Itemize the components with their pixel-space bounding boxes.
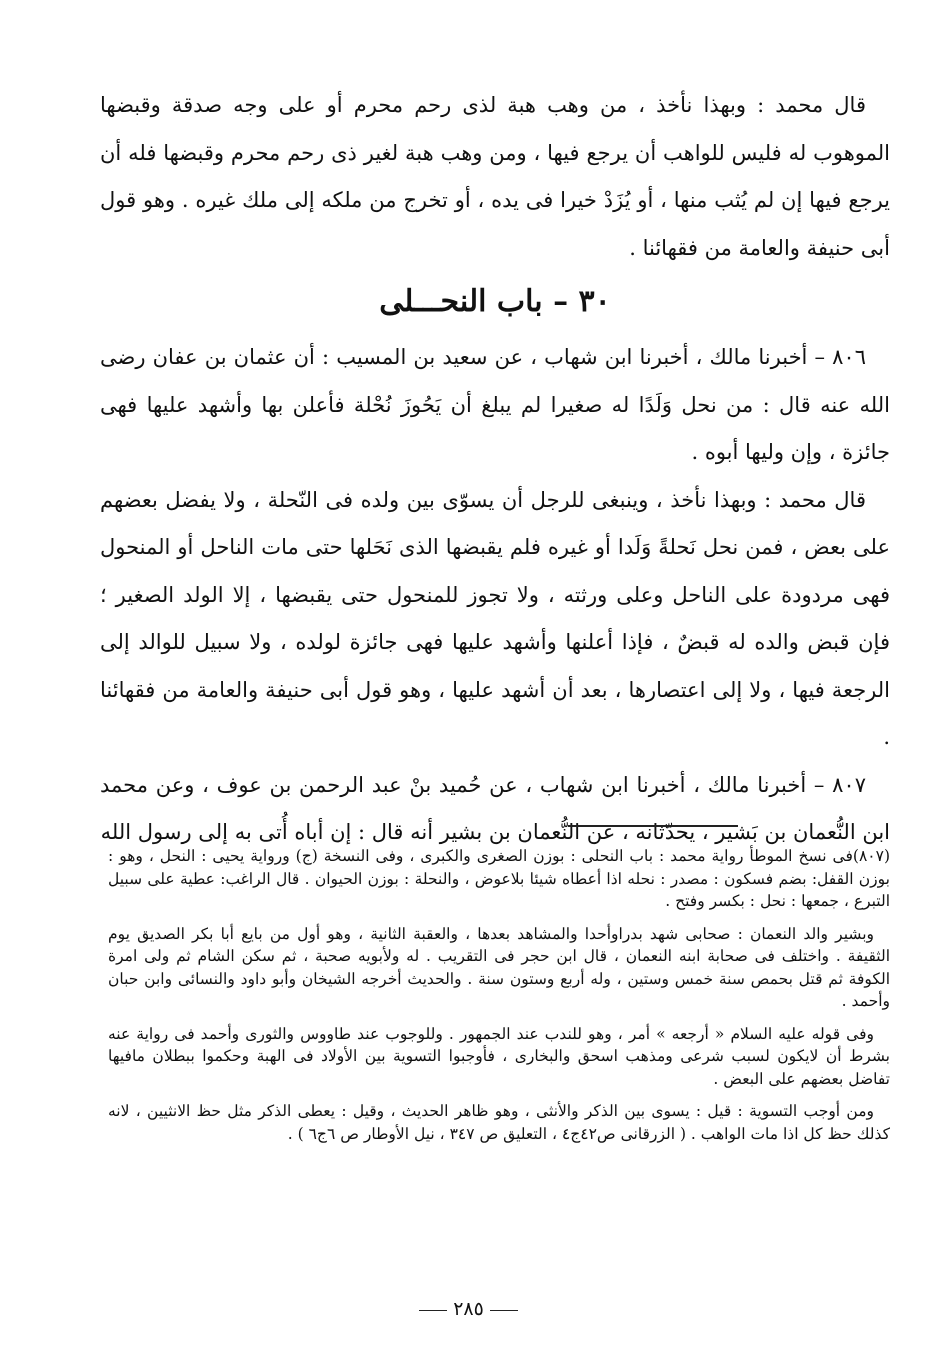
paragraph-intro-ruling: قال محمد : وبهذا نأخذ ، من وهب هبة لذى رحم محرم أو على وجه صدقة وقبضها الموهوب له فليس للواهب أن يرجع فيها ، ومن وهب هبة لغير ذى رحم محرم وقبضها فله أن يرجع فيها إن لم يُثب منها ، أو يُزَدْ خيرا فى يده ، أو تخرج من ملكه إلى ملك غيره . وهو قول أبى حنيفة والعامة من فقهائنا . (100, 93, 890, 260)
hadith-806: ٨٠٦ – أخبرنا مالك ، أخبرنا ابن شهاب ، عن سعيد بن المسيب : أن عثمان بن عفان رضى الله عنه قال : من نحل وَلَدًا له صغيرا لم يبلغ أن يَحُوزَ نُحْلة فأعلن بها وأشهد عليها فهى جائزة ، وإن وليها أبوه . (100, 345, 890, 464)
footnotes (108, 845, 890, 1155)
page-number-value: ٢٨٥ (453, 1298, 484, 1320)
page-number-dash-left (419, 1310, 447, 1311)
footnote-irjahu-ruling: وفى قوله عليه السلام « أرجعه » أمر ، وهو للندب عند الجمهور . وللوجوب عند طاووس والثورى وأحمد فى رواية عنه بشرط أن لايكون لسبب شرعى ومذهب اسحق والبخارى ، فأوجبوا التسوية بين الأولاد فى الهبة وحكموا ببطلان مافيها تفاضل بعضهم على البعض . (108, 1024, 890, 1088)
chapter-title: ٣٠ – باب النحـــلى (379, 284, 611, 319)
footnote-807-title-note: (٨٠٧)فى نسخ الموطأ رواية محمد : باب النحلى : بوزن الصغرى والكبرى ، وفى النسخة (ج) ورواية يحيى : النحل ، وهو : بوزن القفل: بضم فسكون : مصدر : نحله اذا أعطاه شيئا بلاعوض ، والنحلة : بوزن الحيوان . قال الراغب: عطية على سبيل التبرع ، جمعها : نحل : بكسر وفتح . (108, 847, 890, 910)
hadith-807: ٨٠٧ – أخبرنا مالك ، أخبرنا ابن شهاب ، عن حُميد بنْ عبد الرحمن بن عوف ، وعن محمد ابن النُّعمان بن بَشير ، يحدّثانه ، عن النُّعمان بن بشير أنه قال : إن أباه أُتى به إلى رسول الله (100, 772, 890, 844)
page-number-dash-right (490, 1310, 518, 1311)
paragraph-commentary-806: قال محمد : وبهذا نأخذ ، وينبغى للرجل أن يسوّى بين ولده فى النّحلة ، ولا يفضل بعضهم على بعض ، فمن نحل نَحلةً وَلَدا أو غيره فلم يقبضها الذى نَحَلها حتى مات الناحل أو المنحول فهى مردودة على الناحل وعلى ورثته ، ولا تجوز للمنحول حتى يقبضها ، إلا الولد الصغير ؛ فإن قبض والده له قبضٌ ، فإذا أعلنها وأشهد عليها فهى جائزة لولده ، ولا سبيل للوالد إلى الرجعة فيها ، ولا إلى اعتصارها ، بعد أن أشهد عليها ، وهو قول أبى حنيفة والعامة من فقهائنا . (100, 487, 890, 749)
footnote-equality-opinions: ومن أوجب التسوية : قيل : يسوى بين الذكر والأنثى ، وهو ظاهر الحديث ، وقيل : يعطى الذكر مثل حظ الانثيين ، لانه كذلك حظ كل اذا مات الواهب . ( الزرقانى ص٤٢ج٤ ، التعليق ص ٣٤٧ ، نيل الأوطار ص ٦ج٦ ) . (108, 1102, 890, 1143)
page-number (0, 1298, 937, 1320)
main-text (100, 82, 890, 857)
footnote-divider (568, 825, 738, 827)
footnote-bashir-biography: وبشير والد النعمان : صحابى شهد بدراوأحدا والمشاهد بعدها ، والعقبة الثانية ، وهو أول من بايع أبا بكر الصديق يوم الثقيفة . واختلف فى صحابة ابنه النعمان ، قال ابن حجر فى التقريب . له ولأبويه صحبة ، ثم سكن الشام ثم ولى امرة الكوفة ثم قتل بحمص سنة خمس وستين ، وله أربع وستون سنة . والحديث أخرجه الشيخان وأبو داود والنسائى وابن حبان وأحمد . (108, 924, 890, 1010)
